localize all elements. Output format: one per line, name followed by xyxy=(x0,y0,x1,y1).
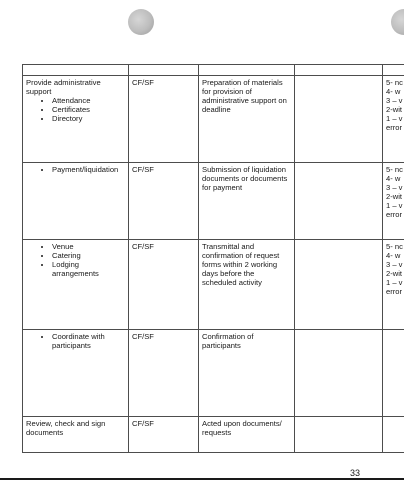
activity-bullet-list xyxy=(26,332,125,350)
list-item: • Venue xyxy=(52,242,125,251)
table-header-row xyxy=(23,65,404,76)
rating-line: 1 – v xyxy=(386,201,403,210)
rating-line: error xyxy=(386,123,403,132)
activity-cell xyxy=(23,163,129,240)
blank-cell xyxy=(295,240,383,330)
responsible-cell: CF/SF xyxy=(129,240,199,330)
blank-cell xyxy=(295,76,383,163)
list-item: • Coordinate with participants xyxy=(52,332,125,350)
activity-bullet-list xyxy=(26,242,125,278)
list-item: • Payment/liquidation xyxy=(52,165,125,174)
punch-hole xyxy=(391,9,404,35)
activity-cell xyxy=(23,330,129,417)
activity-bullet-list xyxy=(26,165,125,174)
rating-cell xyxy=(383,163,404,240)
rating-cell xyxy=(383,330,404,417)
list-item: • Catering xyxy=(52,251,125,260)
activity-cell xyxy=(23,76,129,163)
rating-line: 5- nc xyxy=(386,242,403,251)
output-cell: Confirmation of participants xyxy=(199,330,295,417)
blank-cell xyxy=(295,417,383,453)
rating-line: 3 – v xyxy=(386,96,403,105)
rating-line: 3 – v xyxy=(386,183,403,192)
rating-line: 5- nc xyxy=(386,165,403,174)
table-row xyxy=(23,417,404,453)
list-item: • Lodging arrangements xyxy=(52,260,125,278)
rating-line: 1 – v xyxy=(386,114,403,123)
activity-cell xyxy=(23,240,129,330)
list-item: • Attendance xyxy=(52,96,125,105)
blank-cell xyxy=(295,330,383,417)
output-cell: Submission of liquidation documents or documents for payment xyxy=(199,163,295,240)
rating-line: 2-wit xyxy=(386,192,403,201)
responsible-cell: CF/SF xyxy=(129,330,199,417)
activity-bullet-list xyxy=(26,96,125,123)
punch-hole xyxy=(128,9,154,35)
rating-cell xyxy=(383,417,404,453)
output-cell: Acted upon documents/ requests xyxy=(199,417,295,453)
output-cell: Transmittal and confirmation of request forms within 2 working days before the scheduled activity xyxy=(199,240,295,330)
table-row xyxy=(23,330,404,417)
rating-line: 2-wit xyxy=(386,105,403,114)
table-row xyxy=(23,163,404,240)
list-item: • Certificates xyxy=(52,105,125,114)
list-item: • Directory xyxy=(52,114,125,123)
rating-line: 4- w xyxy=(386,87,401,96)
header-cell xyxy=(23,65,129,76)
rating-line: 1 – v xyxy=(386,278,403,287)
responsible-cell: CF/SF xyxy=(129,163,199,240)
responsible-cell: CF/SF xyxy=(129,76,199,163)
header-cell xyxy=(383,65,404,76)
rating-cell xyxy=(383,76,404,163)
output-cell: Preparation of materials for provision of administrative support on deadline xyxy=(199,76,295,163)
header-cell xyxy=(199,65,295,76)
header-cell xyxy=(295,65,383,76)
rating-cell xyxy=(383,240,404,330)
responsible-cell: CF/SF xyxy=(129,417,199,453)
rating-line: 3 – v xyxy=(386,260,403,269)
rating-line: error xyxy=(386,210,403,219)
blank-cell xyxy=(295,163,383,240)
activity-text: Provide administrative support xyxy=(26,78,101,96)
rating-line: 2-wit xyxy=(386,269,403,278)
table-row xyxy=(23,240,404,330)
rating-line: error xyxy=(386,287,403,296)
page-number: 33 xyxy=(350,468,361,478)
rating-line: 4- w xyxy=(386,174,401,183)
table-row xyxy=(23,76,404,163)
rating-line: 4- w xyxy=(386,251,401,260)
rating-line: 5- nc xyxy=(386,78,403,87)
work-plan-table xyxy=(22,64,404,453)
header-cell xyxy=(129,65,199,76)
activity-cell: Review, check and sign documents xyxy=(23,417,129,453)
